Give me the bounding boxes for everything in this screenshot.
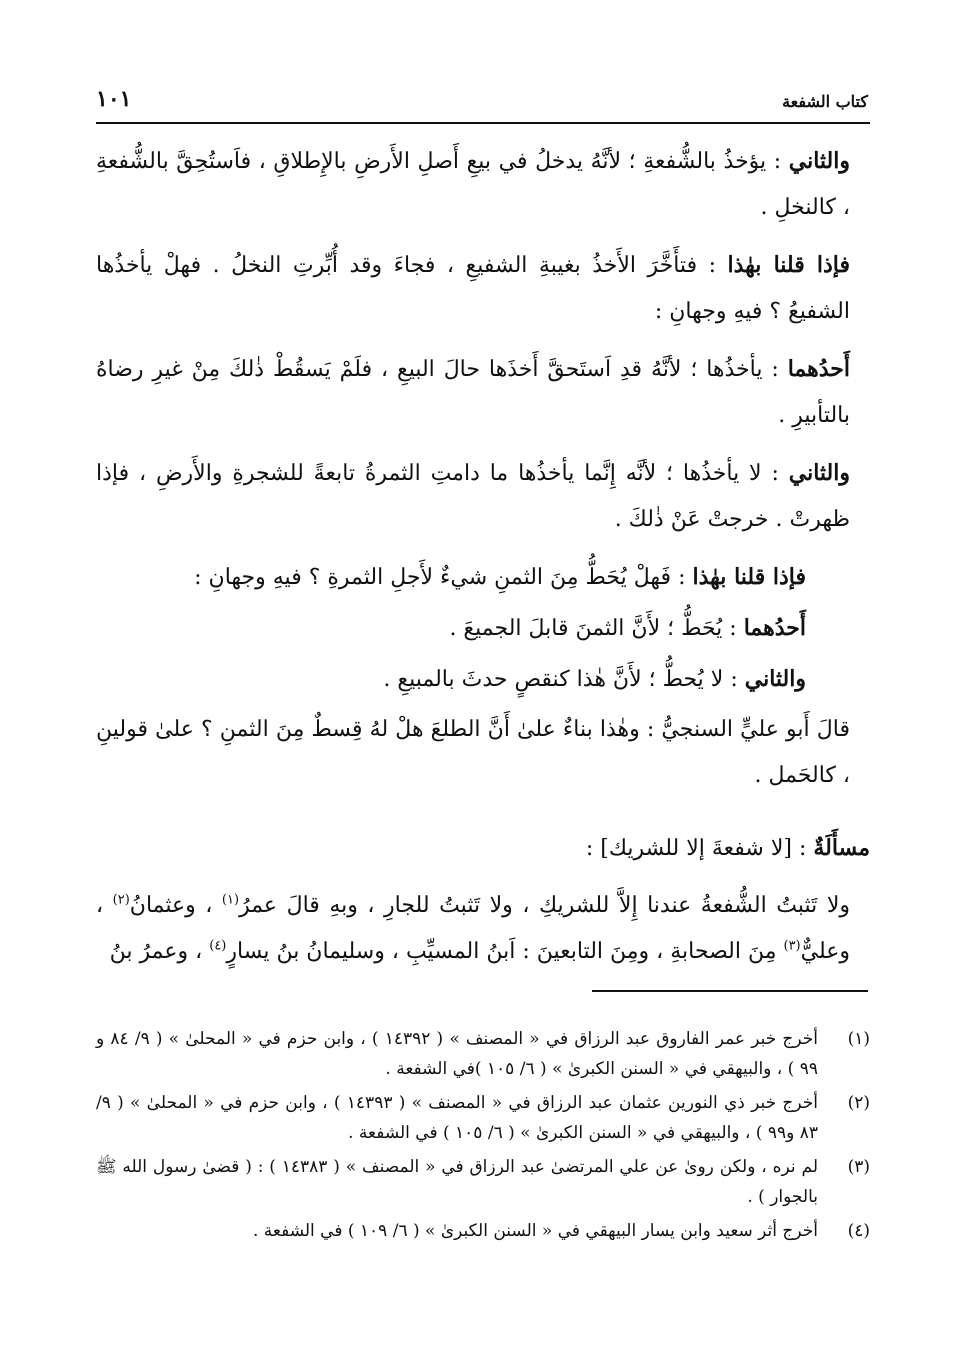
main-text	[96, 138, 870, 986]
paragraph-lead: فإذا قلنا بهٰذا	[692, 564, 806, 590]
paragraph-lead: والثاني	[788, 148, 850, 174]
paragraph-text: ، وعثمانُ	[129, 893, 222, 918]
footnote-marker[interactable]: (٢)	[112, 892, 130, 908]
paragraph	[96, 605, 870, 652]
paragraph-text: ، وعمرُ بنُ	[109, 939, 210, 964]
page-number: ١٠١	[96, 86, 132, 112]
running-title: كتاب الشفعة	[782, 92, 868, 111]
paragraph-lead: أَحدُهما	[787, 356, 850, 382]
paragraph	[96, 138, 870, 231]
masala-heading	[96, 825, 870, 872]
footnote-marker[interactable]: (٤)	[209, 938, 227, 954]
page-header	[96, 84, 868, 124]
paragraph-text: : فَهلْ يُحَطُّ مِنَ الثمنِ شيءٌ لأَجلِ الثمرةِ ؟ فيهِ وجهانِ :	[194, 565, 693, 590]
paragraph-text: : يؤخذُ بالشُّفعةِ ؛ لأنَّهُ يدخلُ في بيعِ أَصلِ الأَرضِ بالإِطلاقِ ، فاَستُحِقَّ بالشُّفعةِ ، كالنخلِ .	[96, 149, 850, 220]
paragraph-lead: والثاني	[744, 666, 806, 692]
paragraph-text: قالَ أَبو عليٍّ السنجيُّ : وهٰذا بناءٌ علىٰ أَنَّ الطلعَ هلْ لهُ قِسطٌ مِنَ الثمنِ ؟ علىٰ قولينِ ، كالحَمل .	[96, 717, 850, 788]
paragraph	[96, 656, 870, 703]
paragraph	[96, 707, 870, 799]
footnote	[96, 1024, 870, 1084]
paragraph-text: : لا يأخذُها ؛ لأنَّه إِنَّما يأخذُها ما دامتِ الثمرةُ تابعةً للشجرةِ والأَرضِ ، فإذا ظهرتْ . خرجتْ عَنْ ذٰلكَ .	[96, 461, 850, 532]
paragraph-lead: فإذا قلنا بهٰذا	[727, 252, 851, 278]
header-rule	[96, 122, 870, 124]
masala-subtitle: : [لا شفعةَ إلا للشريك] :	[585, 836, 814, 861]
footnote-text: أخرج أثر سعيد وابن يسار البيهقي في « السنن الكبرىٰ » ( ٦/ ١٠٩ ) في الشفعة .	[252, 1221, 818, 1241]
footnotes	[96, 1024, 870, 1250]
footnote-rule	[592, 990, 868, 992]
paragraph	[96, 554, 870, 601]
footnote-marker[interactable]: (١)	[221, 892, 240, 908]
footnote-number: (١)	[847, 1029, 870, 1049]
footnote-text: أخرج خبر ذي النورين عثمان عبد الرزاق في « المصنف » ( ١٤٣٩٣ ) ، وابن حزم في « المحلىٰ » ( ٩/ ٨٣ و٩٩ ) ، والبيهقي في « السنن الكبرىٰ » ( ٦/ ١٠٥ ) في الشفعة .	[96, 1093, 818, 1143]
masala-title: مسأَلَةٌ	[813, 835, 870, 861]
paragraph	[96, 883, 870, 975]
footnote-number: (٤)	[847, 1221, 870, 1241]
paragraph-text: ولا تَثبتُ الشُّفعةُ عندنا إِلاَّ للشريكِ ، ولا تَثبتُ للجارِ ، وبهِ قالَ عمرُ	[239, 893, 850, 918]
paragraph-text: ، وعليٌّ	[96, 893, 850, 964]
paragraph-text: مِنَ الصحابةِ ، ومِنَ التابعينَ : اَبنُ المسيِّبِ ، وسليمانُ بنُ يسارٍ	[226, 939, 784, 964]
paragraph	[96, 346, 870, 439]
paragraph-text: : فتأَخَّرَ الأَخذُ بغيبةِ الشفيعِ ، فجاءَ وقد أُبِّرتِ النخلُ . فهلْ يأخذُها الشفيعُ ؟ فيهِ وجهانِ :	[96, 253, 850, 324]
paragraph-lead: أَحدُهما	[743, 615, 806, 641]
paragraph-text: : لا يُحطُّ ؛ لأَنَّ هٰذا كنقصٍ حدثَ بالمبيعِ .	[383, 667, 745, 692]
footnote-number: (٢)	[847, 1093, 870, 1113]
footnote-text: لم نره ، ولكن روىٰ عن علي المرتضىٰ عبد الرزاق في « المصنف » ( ١٤٣٨٣ ) : ( قضىٰ رسول الله ﷺ بالجوار ) .	[96, 1157, 818, 1207]
footnote	[96, 1088, 870, 1148]
paragraph	[96, 242, 870, 335]
paragraph-text: : يُحَطُّ ؛ لأَنَّ الثمنَ قابلَ الجميعَ .	[449, 616, 744, 641]
footnote	[96, 1152, 870, 1212]
footnote-marker[interactable]: (٣)	[783, 938, 801, 954]
paragraph	[96, 450, 870, 543]
footnote	[96, 1216, 870, 1246]
footnote-text: أخرج خبر عمر الفاروق عبد الرزاق في « المصنف » ( ١٤٣٩٢ ) ، وابن حزم في « المحلىٰ » ( ٩/ ٨٤ و ٩٩ ) ، والبيهقي في « السنن الكبرىٰ » ( ٦/ ١٠٥ )في الشفعة .	[96, 1029, 818, 1079]
footnote-number: (٣)	[847, 1157, 870, 1177]
paragraph-text: : يأخذُها ؛ لأنَّهُ قدِ اَستَحقَّ أَخذَها حالَ البيعِ ، فلَمْ يَسقُطْ ذٰلكَ مِنْ غيرِ رضاهُ بالتأبيرِ .	[96, 357, 850, 428]
paragraph-lead: والثاني	[788, 460, 850, 486]
